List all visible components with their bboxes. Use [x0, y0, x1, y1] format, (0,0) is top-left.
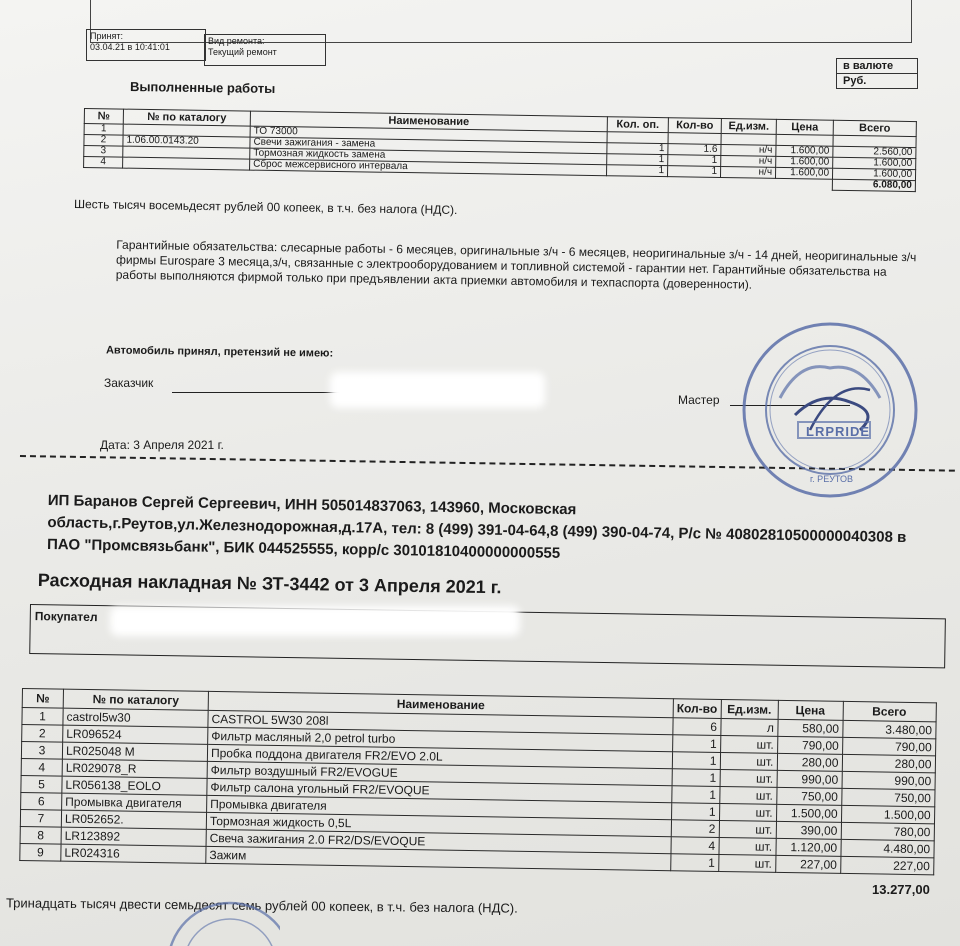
customer-signature-line	[172, 392, 342, 393]
col-total: Всего	[843, 701, 936, 721]
bottom-stamp-icon	[150, 895, 280, 946]
customer-label: Заказчик	[104, 376, 154, 390]
col-catalog: № по каталогу	[63, 689, 208, 710]
repair-type-value: Текущий ремонт	[208, 47, 277, 57]
currency-value: Руб.	[837, 73, 917, 88]
table-row: 2 1.06.00.0143.20 Свечи зажигания - замена 1 1.6 н/ч 1.600,00 2.560,00	[84, 135, 916, 159]
accepted-label: Принят:	[90, 31, 123, 41]
items-grand-total: 13.277,00	[872, 882, 930, 897]
repair-type-box	[204, 34, 326, 66]
works-table	[83, 108, 917, 192]
table-row: 3 LR025048 M Пробка поддона двигателя FR2/EVO 2.0L 1 шт. 280,00 280,00	[21, 742, 935, 773]
items-total-words: Тринадцать тысяч двести семьдесят семь рублей 00 копеек, в т.ч. без налога (НДС).	[5, 895, 518, 916]
col-name: Наименование	[250, 111, 607, 132]
col-num: №	[84, 109, 123, 125]
table-row: 8 LR123892 Свеча зажигания 2.0 FR2/DS/EVOQUE 4 шт. 1.120,00 4.480,00	[20, 826, 934, 857]
col-name: Наименование	[208, 691, 673, 717]
table-row: 4 Сброс межсервисного интервала 1 1 н/ч 1.600,00 1.600,00	[84, 157, 916, 181]
col-ops: Кол. оп.	[607, 117, 668, 133]
table-row: 5 LR056138_EOLO Фильтр салона угольный FR2/EVOQUE 1 шт. 750,00 750,00	[21, 775, 935, 806]
works-title: Выполненные работы	[129, 78, 276, 97]
table-row: 2 LR096524 Фильтр масляный 2,0 petrol turbo 1 шт. 790,00 790,00	[22, 725, 936, 756]
table-row: 9 LR024316 Зажим 1 шт. 227,00 227,00	[20, 843, 934, 874]
works-grand-total: 6.080,00	[832, 179, 915, 191]
col-qty: Кол-во	[668, 118, 721, 134]
table-row: 1 ТО 73000	[84, 124, 916, 148]
col-price: Цена	[778, 700, 843, 720]
redacted-buyer	[110, 606, 520, 636]
date-text: Дата: 3 Апреля 2021 г.	[100, 438, 224, 452]
items-table	[19, 688, 936, 875]
table-row: 4 LR029078_R Фильтр воздушный FR2/EVOGUE 1 шт. 990,00 990,00	[21, 758, 935, 789]
works-total-words: Шесть тысяч восемьдесят рублей 00 копеек, в т.ч. без налога (НДС).	[73, 196, 458, 218]
col-num: №	[22, 689, 63, 709]
col-qty: Кол-во	[673, 699, 721, 719]
invoice-title: Расходная накладная № ЗТ-3442 от 3 Апреля 2021 г.	[37, 570, 502, 598]
col-unit: Ед.изм.	[721, 119, 776, 135]
currency-box	[836, 58, 918, 89]
table-row: 7 LR052652. Тормозная жидкость 0,5L 2 шт. 390,00 780,00	[20, 809, 934, 840]
accepted-value: 03.04.21 в 10:41:01	[90, 42, 170, 52]
buyer-label: Покупател	[34, 609, 98, 625]
seller-details: ИП Баранов Сергей Сергеевич, ИНН 505014837063, 143960, Московская область,г.Реутов,ул.Железнодорожная,д.17А, тел: 8 (499) 391-04-64,8 (499) 390-04-74, Р/с № 40802810500000040308 в ПАО "Промсвязьбанк", БИК 044525555, корр/с 30101810400000000555	[46, 491, 907, 562]
table-row: 1 castrol5w30 CASTROL 5W30 208l 6 л 580,00 3.480,00	[22, 708, 936, 739]
col-unit: Ед.изм.	[721, 699, 778, 719]
table-row: 6 Промывка двигателя Промывка двигателя 1 шт. 1.500,00 1.500,00	[21, 792, 935, 823]
table-row: 3 Тормозная жидкость замена 1 1 н/ч 1.600,00 1.600,00	[84, 146, 916, 170]
stamp-logo-text: LRPRIDE	[806, 424, 871, 439]
accepted-box	[86, 29, 206, 61]
col-total: Всего	[833, 120, 916, 136]
master-label: Мастер	[678, 393, 720, 407]
warranty-text: Гарантийные обязательства: слесарные работы - 6 месяцев, оригинальные з/ч - 6 месяцев, неоригинальные з/ч - 14 дней, неоригинальные з/ч фирмы Eurospare 3 месяца,з/ч, связанные с электрооборудованием и топливной системой - гарантии нет. Гарантийные обязательства на работы выполняются фирмой только при предъявлении акта приемки автомобиля и техпаспорта (доверенности).	[115, 237, 917, 292]
company-stamp-icon	[740, 320, 920, 500]
currency-label: в валюте	[843, 60, 894, 72]
col-catalog: № по каталогу	[123, 109, 250, 126]
redacted-customer	[330, 372, 545, 408]
car-accepted-text: Автомобиль принял, претензий не имею:	[105, 344, 334, 360]
col-price: Цена	[776, 119, 833, 135]
repair-type-label: Вид ремонта:	[208, 36, 265, 46]
stamp-city-text: г. РЕУТОВ	[810, 474, 854, 484]
